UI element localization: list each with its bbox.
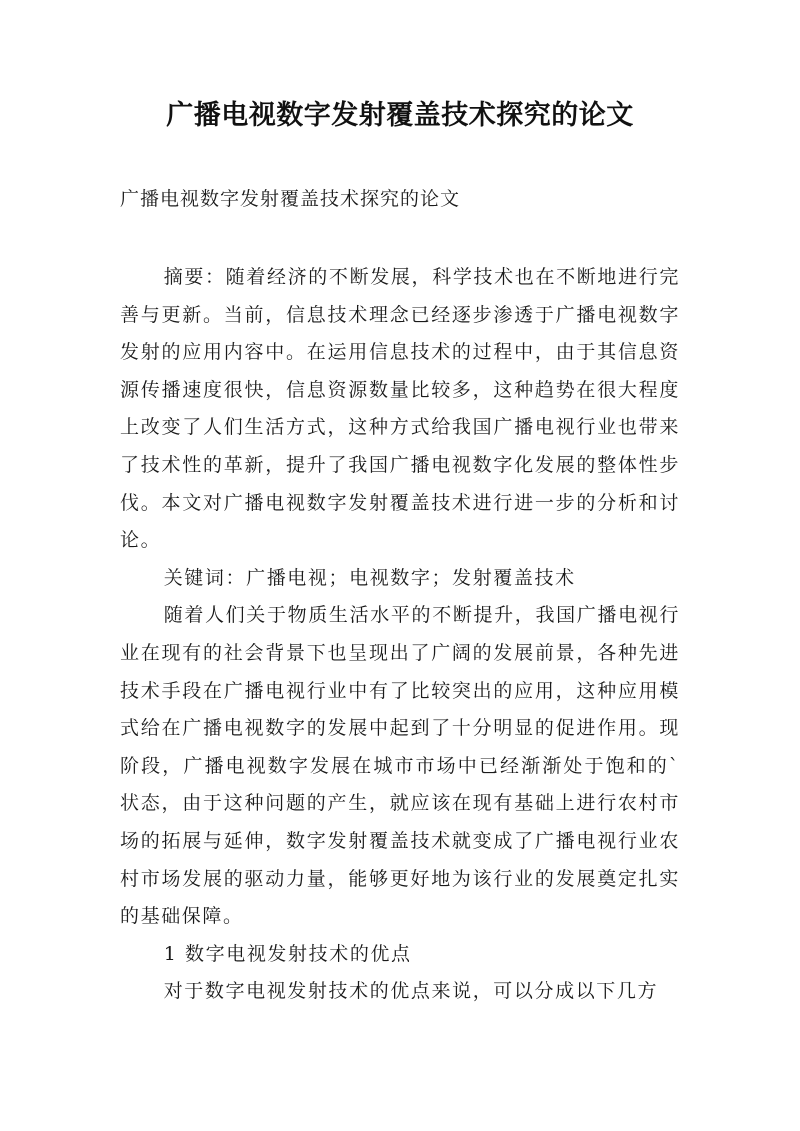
section-heading: 1 数字电视发射技术的优点 xyxy=(163,942,412,965)
section-paragraph: 对于数字电视发射技术的优点来说，可以分成以下几方 xyxy=(163,980,659,1003)
document-title: 广播电视数字发射覆盖技术探究的论文 xyxy=(166,100,634,131)
abstract-paragraph: 摘要：随着经济的不断发展，科学技术也在不断地进行完善与更新。当前，信息技术理念已经逐步渗透于广播电视数字发射的应用内容中。在运用信息技术的过程中，由于其信息资源传播速度很快，信息资源数量比较多，这种趋势在很大程度上改变了人们生活方式，这种方式给我国广播电视行业也带来了技术性的革新，提升了我国广播电视数字化发展的整体性步伐。本文对广播电视数字发射覆盖技术进行进一步的分析和讨论。 xyxy=(120,266,680,552)
document-body xyxy=(120,259,680,1011)
document-subtitle: 广播电视数字发射覆盖技术探究的论文 xyxy=(120,188,461,210)
intro-paragraph: 随着人们关于物质生活水平的不断提升，我国广播电视行业在现有的社会背景下也呈现出了广阔的发展前景，各种先进技术手段在广播电视行业中有了比较突出的应用，这种应用模式给在广播电视数字的发展中起到了十分明显的促进作用。现阶段，广播电视数字发展在城市市场中已经渐渐处于饱和的`状态，由于这种问题的产生，就应该在现有基础上进行农村市场的拓展与延伸，数字发射覆盖技术就变成了广播电视行业农村市场发展的驱动力量，能够更好地为该行业的发展奠定扎实的基础保障。 xyxy=(120,604,680,928)
keywords-paragraph: 关键词：广播电视；电视数字；发射覆盖技术 xyxy=(163,566,576,589)
